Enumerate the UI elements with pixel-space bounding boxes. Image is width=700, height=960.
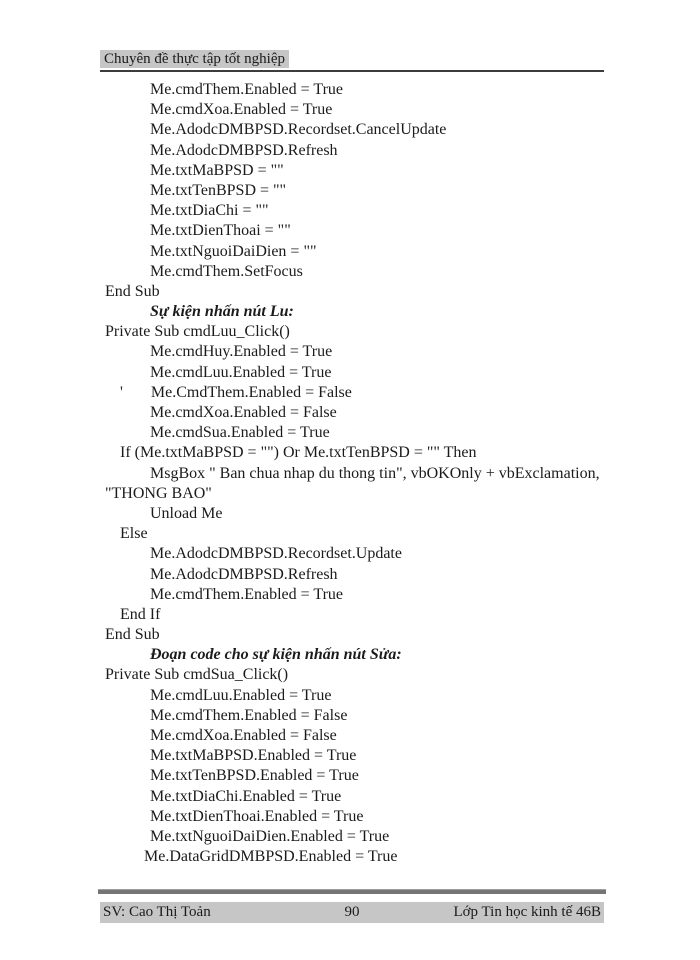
code-line: Me.cmdSua.Enabled = True (150, 424, 330, 442)
code-line: Me.cmdHuy.Enabled = True (150, 343, 333, 361)
code-listing (100, 80, 604, 867)
code-line: Me.cmdThem.Enabled = False (150, 706, 348, 724)
code-line: Me.txtTenBPSD = "" (150, 181, 287, 199)
code-line: Me.cmdXoa.Enabled = False (150, 404, 337, 421)
section-heading: Sự kiện nhấn nút Lu: (150, 303, 294, 321)
code-line: Me.cmdThem.Enabled = True (150, 81, 343, 98)
section-heading: Đoạn code cho sự kiện nhấn nút Sửa: (150, 646, 402, 664)
header-title: Chuyên đề thực tập tốt nghiệp (100, 50, 289, 68)
code-line: Me.txtDiaChi.Enabled = True (150, 787, 342, 805)
footer-class: Lớp Tin học kinh tế 46B (453, 904, 601, 920)
code-line: Private Sub cmdSua_Click() (105, 666, 289, 684)
code-line: Me.cmdLuu.Enabled = True (150, 363, 332, 381)
code-line: Me.txtDiaChi = "" (150, 202, 269, 220)
code-line: Unload Me (150, 504, 223, 522)
code-line: "THONG BAO" (105, 484, 212, 502)
code-line: MsgBox " Ban chua nhap du thong tin", vbOKOnly + vbExclamation, (150, 464, 600, 482)
code-line: Me.txtNguoiDaiDien = "" (150, 242, 317, 260)
code-line: Else (120, 525, 148, 543)
code-line: Me.cmdThem.Enabled = True (150, 585, 343, 603)
code-line: Me.AdodcDMBPSD.Refresh (150, 141, 338, 159)
code-line: Me.txtTenBPSD.Enabled = True (150, 767, 359, 785)
code-line: Me.txtMaBPSD = "" (150, 161, 284, 179)
code-line: End Sub (105, 626, 160, 644)
page-header (100, 50, 604, 72)
code-line: Me.cmdLuu.Enabled = True (150, 686, 332, 704)
code-line: Me.AdodcDMBPSD.Recordset.Update (150, 545, 402, 563)
code-line: Me.cmdXoa.Enabled = True (150, 101, 333, 119)
code-line: Me.cmdXoa.Enabled = False (150, 727, 337, 744)
footer-rule (98, 889, 606, 894)
code-line: Me.txtDienThoai.Enabled = True (150, 807, 364, 825)
code-line: Me.txtDienThoai = "" (150, 222, 291, 240)
code-line: Me.cmdThem.SetFocus (150, 262, 303, 280)
code-line: Private Sub cmdLuu_Click() (105, 323, 290, 341)
code-line: Me.AdodcDMBPSD.Refresh (150, 565, 338, 583)
code-line: Me.txtNguoiDaiDien.Enabled = True (150, 827, 390, 845)
code-line: Me.AdodcDMBPSD.Recordset.CancelUpdate (150, 121, 447, 139)
code-line: End If (120, 605, 161, 623)
page-footer (100, 902, 604, 923)
code-line: If (Me.txtMaBPSD = "") Or Me.txtTenBPSD = "" Then (120, 444, 477, 462)
footer-page-number: 90 (344, 904, 360, 920)
code-line: ' Me.CmdThem.Enabled = False (120, 383, 352, 401)
footer-author: SV: Cao Thị Toản (103, 904, 211, 920)
code-line: Me.DataGridDMBPSD.Enabled = True (144, 848, 398, 866)
code-line: End Sub (105, 282, 160, 300)
code-line: Me.txtMaBPSD.Enabled = True (150, 747, 357, 765)
